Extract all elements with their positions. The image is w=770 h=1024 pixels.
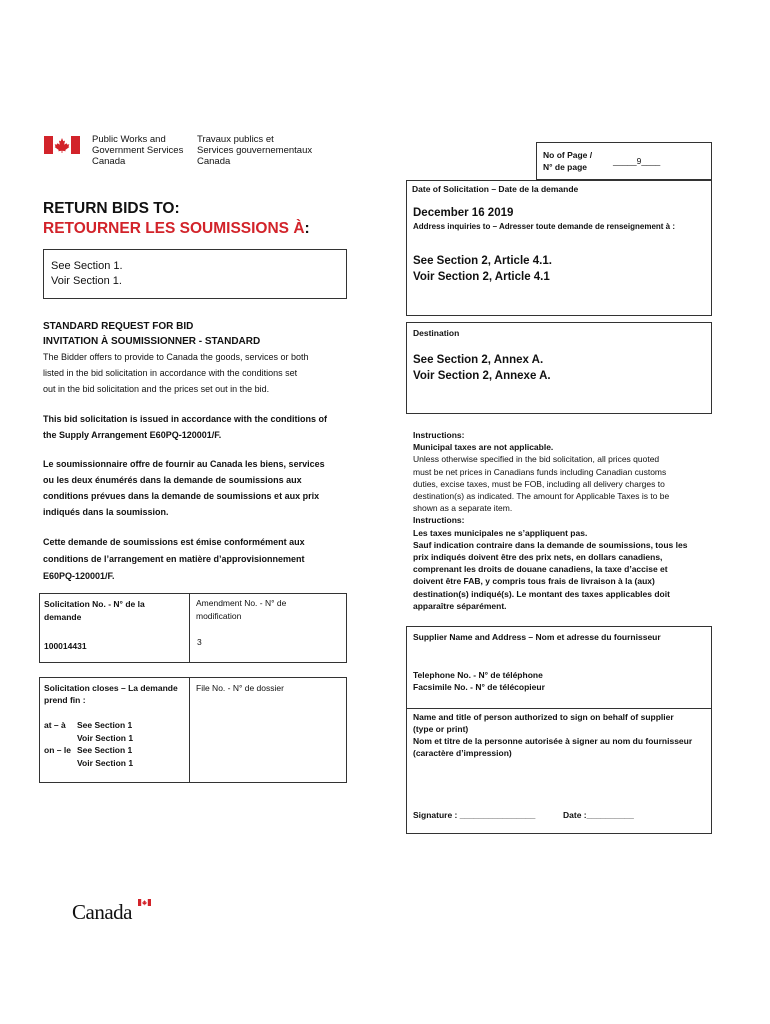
closing-at-label: at – à bbox=[44, 720, 66, 730]
signature-field[interactable]: Signature : ________________ bbox=[413, 810, 536, 820]
closes-box-divider bbox=[189, 677, 190, 783]
bidder-offer-en: The Bidder offers to provide to Canada the goods, services or both listed in the bid solicitation in accordance with the conditions set out in the bid solicitation and the prices set out in the bid. bbox=[43, 352, 309, 394]
solicitation-number-label: Solicitation No. - N° de la demande bbox=[44, 599, 145, 622]
destination-value: See Section 2, Annex A. Voir Section 2, Annexe A. bbox=[413, 354, 551, 382]
solicitation-box-divider bbox=[189, 593, 190, 663]
bidder-offer-fr: Le soumissionnaire offre de fournir au Canada les biens, services ou les deux énumérés dans la demande de soumissions aux conditions prévues dans la demande de soumissions et aux prix indiqués dans la soumission. bbox=[43, 459, 325, 517]
closing-on-values: See Section 1 Voir Section 1 bbox=[77, 745, 134, 768]
issued-statement-en: This bid solicitation is issued in accordance with the conditions of the Supply Arrangement E60PQ-120001/F. bbox=[43, 414, 328, 440]
issued-statement-fr: Cette demande de soumissions est émise conformément aux conditions de l’arrangement en matière d’approvisionnement E60PQ-120001/F. bbox=[43, 537, 305, 581]
facsimile-label[interactable]: Facsimile No. - N° de télécopieur bbox=[413, 682, 545, 692]
department-name-en: Public Works and Government Services Canada bbox=[92, 134, 184, 167]
wordmark-flag-icon bbox=[138, 899, 151, 906]
return-address-text: See Section 1. Voir Section 1. bbox=[51, 260, 123, 287]
date-of-solicitation-label: Date of Solicitation – Date de la demande bbox=[412, 184, 579, 194]
date-of-solicitation-value: December 16 2019 bbox=[413, 207, 514, 219]
return-address-box bbox=[43, 249, 347, 299]
department-name-fr: Travaux publics et Services gouvernementaux Canada bbox=[197, 134, 313, 167]
solicitation-closes-label: Solicitation closes – La demande prend fin : bbox=[44, 683, 178, 705]
page-number-label: No of Page / N° de page bbox=[543, 150, 593, 172]
destination-label: Destination bbox=[413, 328, 460, 338]
supplier-divider bbox=[406, 708, 712, 709]
instructions-block: Instructions: Municipal taxes are not applicable. Unless otherwise specified in the bid solicitation, all prices quoted must be net prices in Canadians funds including Canadian customs duties, excise taxes, must be FOB, including all delivery charges to destination(s) as indicated. The amount for Applicable Taxes is to be shown as a separate item. Instructions: Les taxes municipales ne s’appliquent pas. Sauf indication contraire dans la demande de soumissions, tous les prix indiqués doivent être des prix nets, en dollars canadiens, comprenant les droits de douane canadiens, la taxe d’accise et doivent être FAB, y compris tous frais de livraison à la (aux) destination(s) indiqué(s). Le montant des taxes applicables doit apparaître séparément. bbox=[413, 430, 688, 611]
page-number-box bbox=[536, 142, 712, 180]
file-number-label: File No. - N° de dossier bbox=[196, 683, 284, 693]
closing-on-label: on – le bbox=[44, 745, 71, 755]
request-title: STANDARD REQUEST FOR BID INVITATION À SOUMISSIONNER - STANDARD bbox=[43, 321, 261, 347]
authorized-person-label[interactable]: Name and title of person authorized to sign on behalf of supplier (type or print) Nom et titre de la personne autorisée à signer au nom du fournisseur (caractère d’impression) bbox=[413, 712, 693, 758]
amendment-number-value: 3 bbox=[197, 637, 202, 647]
inquiries-label: Address inquiries to – Adresser toute demande de renseignement à : bbox=[413, 222, 675, 231]
return-bids-title: RETURN BIDS TO: RETOURNER LES SOUMISSIONS À: bbox=[43, 200, 310, 237]
telephone-label[interactable]: Telephone No. - N° de téléphone bbox=[413, 670, 543, 680]
supplier-name-label[interactable]: Supplier Name and Address – Nom et adresse du fournisseur bbox=[413, 632, 661, 642]
inquiries-value: See Section 2, Article 4.1. Voir Section 2, Article 4.1 bbox=[413, 255, 552, 283]
signature-date-field[interactable]: Date :__________ bbox=[563, 810, 634, 820]
page-number-value: _____9____ bbox=[613, 156, 661, 166]
solicitation-number-value: 100014431 bbox=[44, 641, 87, 651]
canada-flag-icon bbox=[44, 136, 80, 154]
amendment-number-label: Amendment No. - N° de modification bbox=[196, 598, 287, 621]
closing-at-values: See Section 1 Voir Section 1 bbox=[77, 720, 134, 743]
canada-wordmark-text: Canada bbox=[72, 900, 132, 924]
canada-wordmark bbox=[72, 900, 132, 925]
date-inquiries-box bbox=[406, 180, 712, 316]
